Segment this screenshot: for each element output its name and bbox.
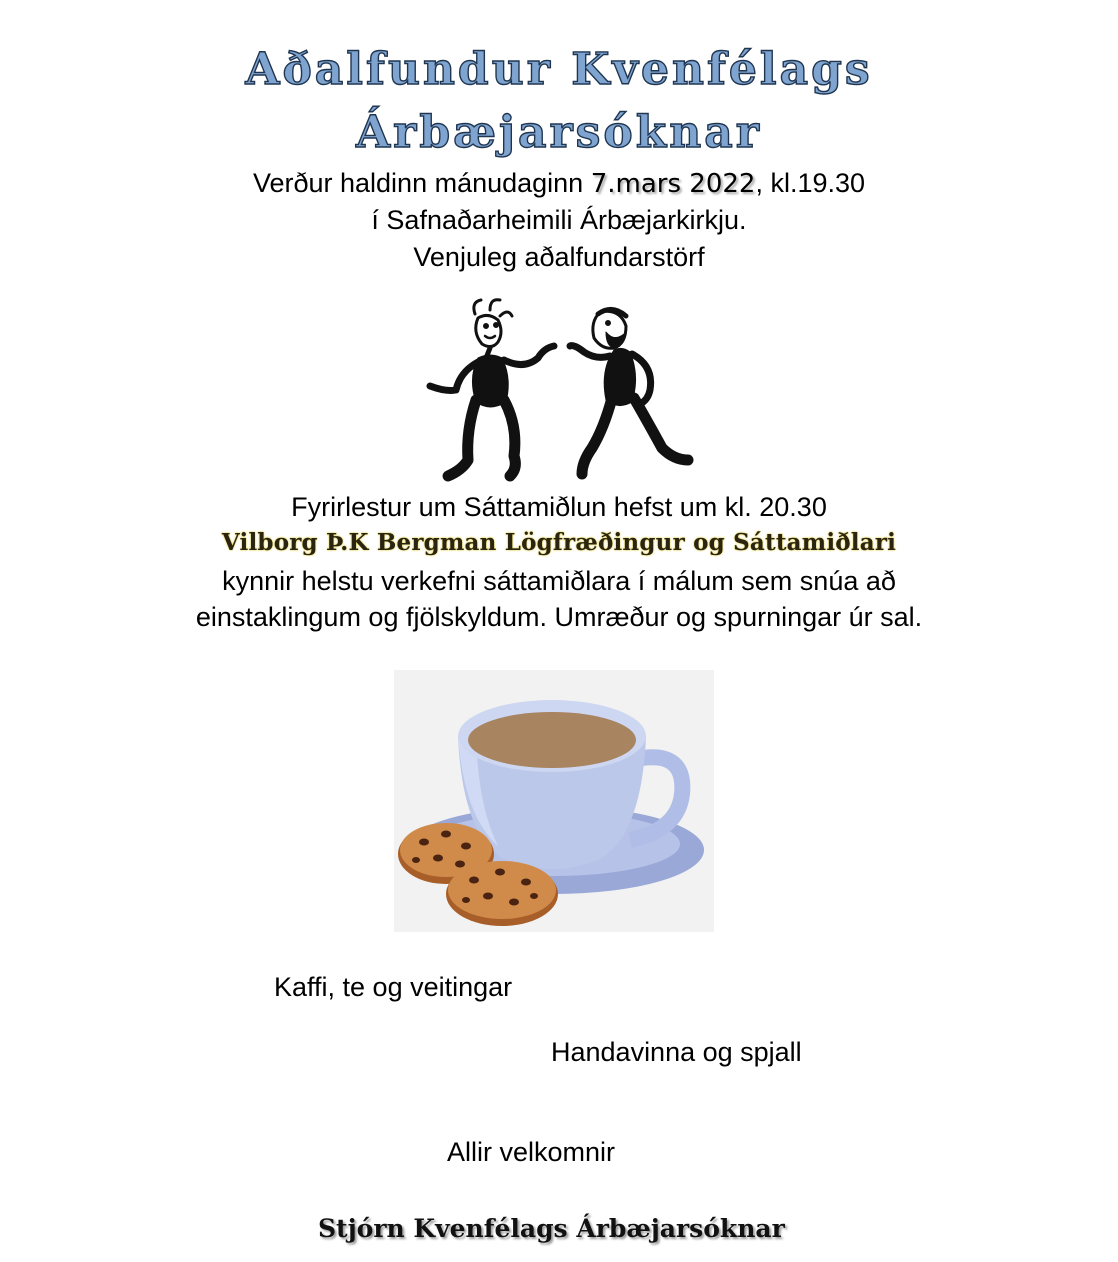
coffee-and-cookies-illustration bbox=[394, 670, 714, 932]
lecture-description-1: kynnir helstu verkefni sáttamiðlara í málum sem snúa að bbox=[222, 566, 896, 596]
welcome-text: Allir velkomnir bbox=[447, 1137, 616, 1167]
title-line-1: Aðalfundur Kvenfélags bbox=[245, 44, 873, 95]
dancing-figures-illustration bbox=[420, 292, 710, 492]
meeting-intro-text: Verður haldinn mánudaginn bbox=[252, 168, 591, 198]
title-line-2: Árbæjarsóknar bbox=[356, 107, 762, 158]
crafts-text: Handavinna og spjall bbox=[551, 1037, 802, 1067]
meeting-agenda: Venjuleg aðalfundarstörf bbox=[413, 242, 705, 272]
lecture-time: Fyrirlestur um Sáttamiðlun hefst um kl. 20.30 bbox=[291, 492, 827, 522]
dancer-left bbox=[430, 300, 554, 476]
signature: Stjórn Kvenfélags Árbæjarsóknar bbox=[318, 1214, 785, 1243]
dancer-right bbox=[570, 309, 688, 474]
refreshments-text: Kaffi, te og veitingar bbox=[274, 972, 513, 1002]
lecture-description-2: einstaklingum og fjölskyldum. Umræður og spurningar úr sal. bbox=[195, 602, 923, 632]
meeting-time: , kl.19.30 bbox=[755, 168, 866, 198]
meeting-date: 7.mars 2022 bbox=[590, 169, 756, 199]
cookie-front bbox=[446, 861, 558, 926]
meeting-location: í Safnaðarheimili Árbæjarkirkju. bbox=[371, 205, 747, 235]
meeting-date-line bbox=[0, 165, 1118, 203]
coffee-surface bbox=[468, 712, 636, 768]
speaker-name: Vilborg Þ.K Bergman Lögfræðingur og Sáttamiðlari bbox=[221, 529, 897, 556]
